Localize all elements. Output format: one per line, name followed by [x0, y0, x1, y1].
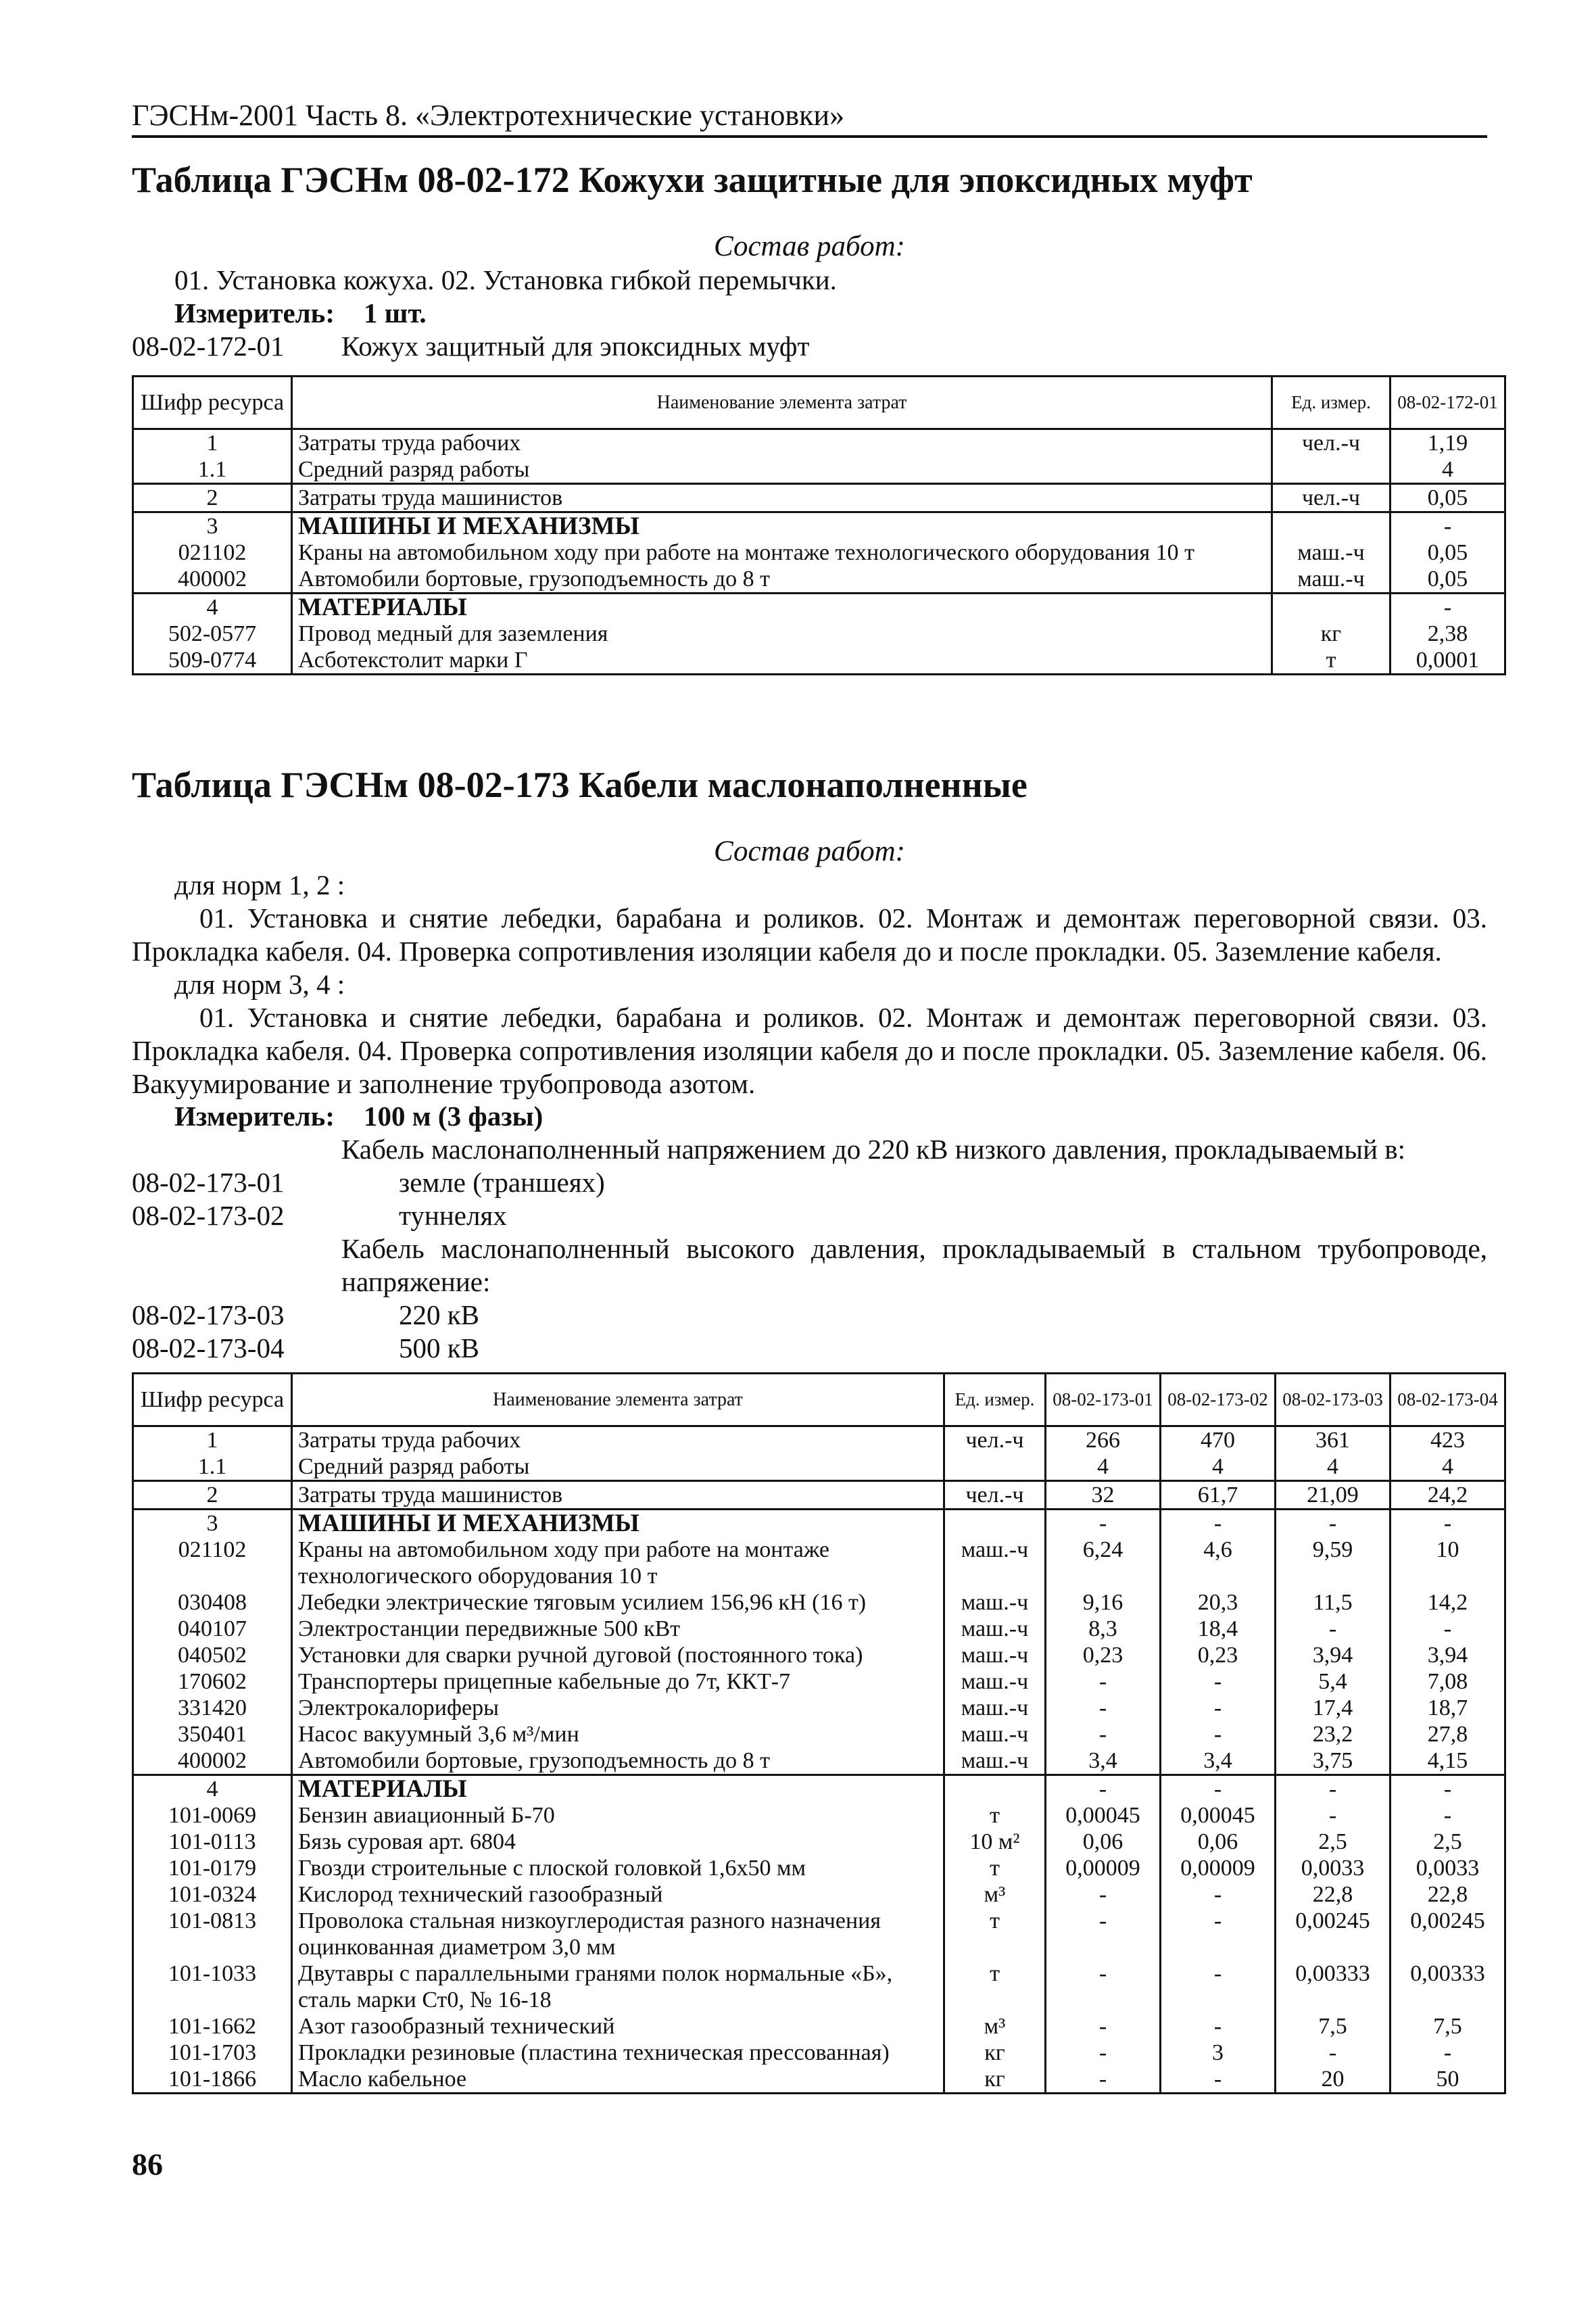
row-value-norm-4: 4: [1391, 1453, 1505, 1481]
row-value-norm-1: 0,06: [1046, 1829, 1161, 1855]
row-unit: маш.-ч: [1272, 539, 1391, 566]
norm-173-01-name: земле (траншеях): [399, 1167, 605, 1198]
row-value-norm-3: 11,5: [1276, 1589, 1391, 1616]
row-value-norm-4: 10: [1391, 1537, 1505, 1589]
header-rule: [132, 135, 1487, 138]
row-name: Автомобили бортовые, грузоподъемность до 8 т: [292, 566, 1272, 594]
row-name: Двутавры с параллельными гранями полок нормальные «Б», сталь марки Ст0, № 16-18: [292, 1960, 944, 2013]
row-value-norm-2: 0,23: [1161, 1642, 1276, 1668]
table-172-izmeritel-value: 1 шт.: [364, 297, 427, 329]
row-code: 3: [133, 512, 292, 540]
row-value-norm-4: 3,94: [1391, 1642, 1505, 1668]
col-header-norm-3: 08-02-173-03: [1276, 1374, 1391, 1426]
row-value-norm-2: 0,00045: [1161, 1802, 1276, 1829]
row-name: Автомобили бортовые, грузоподъемность до 8 т: [292, 1747, 944, 1775]
row-value-norm-2: 3: [1161, 2040, 1276, 2066]
row-value-norm-3: -: [1276, 1510, 1391, 1537]
row-unit: кг: [944, 2040, 1046, 2066]
row-name: Транспортеры прицепные кабельные до 7т, ККТ-7: [292, 1668, 944, 1695]
row-value-norm-3: -: [1276, 1802, 1391, 1829]
row-value-norm-4: -: [1391, 1775, 1505, 1803]
row-value-norm-3: 4: [1276, 1453, 1391, 1481]
row-section-name: МАШИНЫ И МЕХАНИЗМЫ: [292, 512, 1272, 540]
row-code: 170602: [133, 1668, 292, 1695]
col-header-unit: Ед. измер.: [1272, 377, 1391, 429]
row-value-norm-2: 0,00009: [1161, 1855, 1276, 1881]
table-173-sostav-label: Состав работ:: [714, 836, 905, 867]
norm-173-02-code: 08-02-173-02: [132, 1200, 285, 1231]
row-value-norm-1: -: [1046, 1908, 1161, 1960]
row-value-norm-2: -: [1161, 1960, 1276, 2013]
row-code: 040502: [133, 1642, 292, 1668]
row-name: Проволока стальная низкоуглеродистая разного назначения оцинкованная диаметром 3,0 мм: [292, 1908, 944, 1960]
norm-172-01-code: 08-02-172-01: [132, 331, 285, 362]
row-unit: кг: [1272, 621, 1391, 647]
row-unit: маш.-ч: [944, 1695, 1046, 1721]
row-unit: [1272, 456, 1391, 484]
row-name: Масло кабельное: [292, 2066, 944, 2094]
row-unit: маш.-ч: [944, 1668, 1046, 1695]
row-value-norm-1: 3,4: [1046, 1747, 1161, 1775]
norm-group-2-title: Кабель маслонаполненный высокого давления, прокладываемый в стальном трубопроводе, напряжение:: [341, 1233, 1487, 1297]
row-value-norm-4: 27,8: [1391, 1721, 1505, 1747]
table-172-title: Таблица ГЭСНм 08-02-172 Кожухи защитные для эпоксидных муфт: [132, 160, 1253, 200]
row-value-norm-1: 8,3: [1046, 1616, 1161, 1642]
row-code: 030408: [133, 1589, 292, 1616]
row-value-norm-1: 266: [1046, 1426, 1161, 1454]
row-value-norm-4: 0,0033: [1391, 1855, 1505, 1881]
row-code: 101-0324: [133, 1881, 292, 1908]
row-value: 0,05: [1391, 484, 1505, 512]
row-value-norm-2: 470: [1161, 1426, 1276, 1454]
row-value-norm-4: 50: [1391, 2066, 1505, 2094]
row-name: Затраты труда машинистов: [292, 1481, 944, 1510]
col-header-name: Наименование элемента затрат: [292, 1374, 944, 1426]
row-value-norm-4: -: [1391, 1616, 1505, 1642]
table-172-sostav-text: 01. Установка кожуха. 02. Установка гибкой перемычки.: [174, 264, 837, 295]
row-name: Насос вакуумный 3,6 м³/мин: [292, 1721, 944, 1747]
row-code: 040107: [133, 1616, 292, 1642]
row-value-norm-3: 23,2: [1276, 1721, 1391, 1747]
row-name: Прокладки резиновые (пластина техническая прессованная): [292, 2040, 944, 2066]
row-name: Электростанции передвижные 500 кВт: [292, 1616, 944, 1642]
row-value-norm-1: -: [1046, 1668, 1161, 1695]
row-value-norm-1: 4: [1046, 1453, 1161, 1481]
row-code: 509-0774: [133, 647, 292, 675]
row-value-norm-4: 18,7: [1391, 1695, 1505, 1721]
row-name: Провод медный для заземления: [292, 621, 1272, 647]
row-value-norm-4: 4,15: [1391, 1747, 1505, 1775]
row-name: Кислород технический газообразный: [292, 1881, 944, 1908]
row-value-norm-3: 3,75: [1276, 1747, 1391, 1775]
row-value-norm-1: 32: [1046, 1481, 1161, 1510]
norm-173-04-code: 08-02-173-04: [132, 1332, 285, 1364]
row-value-norm-3: 21,09: [1276, 1481, 1391, 1510]
row-unit: маш.-ч: [944, 1642, 1046, 1668]
row-unit: [944, 1510, 1046, 1537]
row-value-norm-1: 0,23: [1046, 1642, 1161, 1668]
row-name: Средний разряд работы: [292, 456, 1272, 484]
row-value: -: [1391, 512, 1505, 540]
row-value-norm-4: 0,00245: [1391, 1908, 1505, 1960]
row-unit: чел.-ч: [944, 1481, 1046, 1510]
row-value-norm-2: 0,06: [1161, 1829, 1276, 1855]
row-value: 0,05: [1391, 539, 1505, 566]
row-value-norm-3: 9,59: [1276, 1537, 1391, 1589]
row-value-norm-4: 423: [1391, 1426, 1505, 1454]
row-value-norm-1: -: [1046, 1510, 1161, 1537]
row-code: 1.1: [133, 1453, 292, 1481]
row-value-norm-3: 7,5: [1276, 2013, 1391, 2040]
row-value-norm-1: 0,00045: [1046, 1802, 1161, 1829]
row-value-norm-4: 22,8: [1391, 1881, 1505, 1908]
running-header: ГЭСНм-2001 Часть 8. «Электротехнические установки»: [132, 99, 845, 132]
norm-173-03-code: 08-02-173-03: [132, 1299, 285, 1330]
row-code: 101-0179: [133, 1855, 292, 1881]
row-value-norm-2: 3,4: [1161, 1747, 1276, 1775]
row-section-name: МАТЕРИАЛЫ: [292, 1775, 944, 1803]
row-code: 101-1866: [133, 2066, 292, 2094]
row-value: 0,05: [1391, 566, 1505, 594]
table-173-works-3-4: 01. Установка и снятие лебедки, барабана и роликов. 02. Монтаж и демонтаж переговорной связи. 03. Прокладка кабеля. 04. Проверка сопротивления изоляции кабеля до и после прокладки. 05. Заземление кабеля. 06. Вакуумирование и заполнение трубопровода азотом.: [132, 1002, 1487, 1099]
row-name: Гвозди строительные с плоской головкой 1,6х50 мм: [292, 1855, 944, 1881]
row-code: 4: [133, 1775, 292, 1803]
row-code: 331420: [133, 1695, 292, 1721]
row-value-norm-4: 24,2: [1391, 1481, 1505, 1510]
row-name: Электрокалориферы: [292, 1695, 944, 1721]
row-value-norm-4: -: [1391, 2040, 1505, 2066]
norm-172-01-name: Кожух защитный для эпоксидных муфт: [341, 331, 810, 362]
row-unit: маш.-ч: [944, 1747, 1046, 1775]
row-value-norm-2: 4,6: [1161, 1537, 1276, 1589]
row-code: 101-1662: [133, 2013, 292, 2040]
row-value-norm-4: -: [1391, 1802, 1505, 1829]
row-unit: чел.-ч: [1272, 484, 1391, 512]
row-unit: кг: [944, 2066, 1046, 2094]
row-unit: [944, 1775, 1046, 1803]
row-code: 021102: [133, 1537, 292, 1589]
table-173-izmeritel-label: Измеритель:: [174, 1101, 335, 1132]
row-name: Бензин авиационный Б-70: [292, 1802, 944, 1829]
row-code: 101-1703: [133, 2040, 292, 2066]
row-value-norm-1: -: [1046, 2013, 1161, 2040]
row-value-norm-2: 18,4: [1161, 1616, 1276, 1642]
row-code: 101-1033: [133, 1960, 292, 2013]
row-value-norm-3: -: [1276, 1616, 1391, 1642]
row-value-norm-1: -: [1046, 1881, 1161, 1908]
row-value-norm-2: -: [1161, 1775, 1276, 1803]
row-code: 021102: [133, 539, 292, 566]
row-code: 101-0813: [133, 1908, 292, 1960]
row-value-norm-3: 361: [1276, 1426, 1391, 1454]
row-unit: 10 м²: [944, 1829, 1046, 1855]
row-unit: [944, 1453, 1046, 1481]
row-value-norm-1: 9,16: [1046, 1589, 1161, 1616]
table-173-izmeritel-value: 100 м (3 фазы): [364, 1101, 543, 1132]
table-173-title: Таблица ГЭСНм 08-02-173 Кабели маслонаполненные: [132, 765, 1027, 805]
row-name: Средний разряд работы: [292, 1453, 944, 1481]
row-code: 1.1: [133, 456, 292, 484]
row-value-norm-2: -: [1161, 1721, 1276, 1747]
row-value-norm-3: -: [1276, 2040, 1391, 2066]
row-code: 2: [133, 484, 292, 512]
row-unit: м³: [944, 2013, 1046, 2040]
page-number: 86: [132, 2147, 163, 2181]
row-value-norm-1: -: [1046, 2066, 1161, 2094]
col-header-name: Наименование элемента затрат: [292, 377, 1272, 429]
table-173-works-1-2: 01. Установка и снятие лебедки, барабана и роликов. 02. Монтаж и демонтаж переговорной связи. 03. Прокладка кабеля. 04. Проверка сопротивления изоляции кабеля до и после прокладки. 05. Заземление кабеля.: [132, 902, 1487, 967]
row-value: 0,0001: [1391, 647, 1505, 675]
row-value-norm-4: 7,08: [1391, 1668, 1505, 1695]
row-code: 350401: [133, 1721, 292, 1747]
row-name: Азот газообразный технический: [292, 2013, 944, 2040]
norm-173-02-name: туннелях: [399, 1200, 507, 1231]
row-value-norm-3: 5,4: [1276, 1668, 1391, 1695]
row-section-name: МАШИНЫ И МЕХАНИЗМЫ: [292, 1510, 944, 1537]
row-code: 1: [133, 429, 292, 457]
row-value: 4: [1391, 456, 1505, 484]
row-value-norm-2: -: [1161, 1510, 1276, 1537]
row-unit: т: [944, 1908, 1046, 1960]
row-value-norm-3: 17,4: [1276, 1695, 1391, 1721]
row-code: 400002: [133, 1747, 292, 1775]
row-value-norm-4: 14,2: [1391, 1589, 1505, 1616]
row-unit: маш.-ч: [944, 1589, 1046, 1616]
row-value: 2,38: [1391, 621, 1505, 647]
row-value-norm-2: 61,7: [1161, 1481, 1276, 1510]
row-code: 4: [133, 594, 292, 621]
row-name: Бязь суровая арт. 6804: [292, 1829, 944, 1855]
table-173-for-norms-1-2: для норм 1, 2 :: [174, 869, 345, 900]
row-unit: чел.-ч: [944, 1426, 1046, 1454]
table-173-for-norms-3-4: для норм 3, 4 :: [174, 969, 345, 1000]
row-value-norm-1: 6,24: [1046, 1537, 1161, 1589]
row-unit: т: [944, 1855, 1046, 1881]
row-value-norm-2: -: [1161, 1695, 1276, 1721]
row-name: Затраты труда рабочих: [292, 1426, 944, 1454]
row-unit: маш.-ч: [1272, 566, 1391, 594]
row-unit: т: [944, 1960, 1046, 2013]
row-value-norm-1: -: [1046, 1695, 1161, 1721]
col-header-code: Шифр ресурса: [133, 1374, 292, 1426]
row-value-norm-4: 7,5: [1391, 2013, 1505, 2040]
row-value-norm-3: 22,8: [1276, 1881, 1391, 1908]
row-unit: [1272, 512, 1391, 540]
table-172-izmeritel-label: Измеритель:: [174, 297, 335, 329]
row-code: 2: [133, 1481, 292, 1510]
resource-table-172: [132, 375, 1506, 675]
row-code: 101-0113: [133, 1829, 292, 1855]
row-section-name: МАТЕРИАЛЫ: [292, 594, 1272, 621]
row-unit: [1272, 594, 1391, 621]
col-header-norm: 08-02-172-01: [1391, 377, 1505, 429]
row-value-norm-3: 0,0033: [1276, 1855, 1391, 1881]
row-code: 1: [133, 1426, 292, 1454]
row-value: -: [1391, 594, 1505, 621]
row-unit: маш.-ч: [944, 1721, 1046, 1747]
row-name: Затраты труда рабочих: [292, 429, 1272, 457]
row-unit: м³: [944, 1881, 1046, 1908]
row-unit: т: [944, 1802, 1046, 1829]
row-unit: т: [1272, 647, 1391, 675]
col-header-unit: Ед. измер.: [944, 1374, 1046, 1426]
row-code: 502-0577: [133, 621, 292, 647]
row-name: Лебедки электрические тяговым усилием 156,96 кН (16 т): [292, 1589, 944, 1616]
col-header-norm-1: 08-02-173-01: [1046, 1374, 1161, 1426]
col-header-norm-2: 08-02-173-02: [1161, 1374, 1276, 1426]
row-value-norm-3: 3,94: [1276, 1642, 1391, 1668]
row-name: Краны на автомобильном ходу при работе на монтаже технологического оборудования 10 т: [292, 539, 1272, 566]
norm-group-1-title: Кабель маслонаполненный напряжением до 220 кВ низкого давления, прокладываемый в:: [341, 1134, 1406, 1165]
row-value-norm-2: 4: [1161, 1453, 1276, 1481]
table-172-sostav-label: Состав работ:: [714, 231, 905, 262]
row-unit: маш.-ч: [944, 1616, 1046, 1642]
row-value-norm-2: -: [1161, 1881, 1276, 1908]
row-value-norm-3: 2,5: [1276, 1829, 1391, 1855]
row-code: 101-0069: [133, 1802, 292, 1829]
row-value-norm-2: -: [1161, 2066, 1276, 2094]
row-value-norm-1: -: [1046, 1775, 1161, 1803]
norm-173-03-name: 220 кВ: [399, 1299, 480, 1330]
row-value-norm-4: 2,5: [1391, 1829, 1505, 1855]
col-header-code: Шифр ресурса: [133, 377, 292, 429]
row-name: Установки для сварки ручной дуговой (постоянного тока): [292, 1642, 944, 1668]
row-value-norm-2: 20,3: [1161, 1589, 1276, 1616]
row-code: 3: [133, 1510, 292, 1537]
col-header-norm-4: 08-02-173-04: [1391, 1374, 1505, 1426]
resource-table-173: [132, 1372, 1506, 2094]
row-name: Затраты труда машинистов: [292, 484, 1272, 512]
row-value-norm-2: -: [1161, 1668, 1276, 1695]
row-unit: чел.-ч: [1272, 429, 1391, 457]
row-value-norm-4: 0,00333: [1391, 1960, 1505, 2013]
row-value-norm-1: -: [1046, 1721, 1161, 1747]
norm-173-04-name: 500 кВ: [399, 1332, 480, 1364]
row-value: 1,19: [1391, 429, 1505, 457]
row-value-norm-1: 0,00009: [1046, 1855, 1161, 1881]
row-name: Краны на автомобильном ходу при работе на монтаже технологического оборудования 10 т: [292, 1537, 944, 1589]
row-value-norm-1: -: [1046, 2040, 1161, 2066]
row-unit: маш.-ч: [944, 1537, 1046, 1589]
row-value-norm-1: -: [1046, 1960, 1161, 2013]
row-value-norm-2: -: [1161, 2013, 1276, 2040]
row-value-norm-3: 20: [1276, 2066, 1391, 2094]
row-code: 400002: [133, 566, 292, 594]
row-value-norm-3: 0,00245: [1276, 1908, 1391, 1960]
row-name: Асботекстолит марки Г: [292, 647, 1272, 675]
norm-173-01-code: 08-02-173-01: [132, 1167, 285, 1198]
row-value-norm-3: 0,00333: [1276, 1960, 1391, 2013]
row-value-norm-4: -: [1391, 1510, 1505, 1537]
row-value-norm-3: -: [1276, 1775, 1391, 1803]
row-value-norm-2: -: [1161, 1908, 1276, 1960]
